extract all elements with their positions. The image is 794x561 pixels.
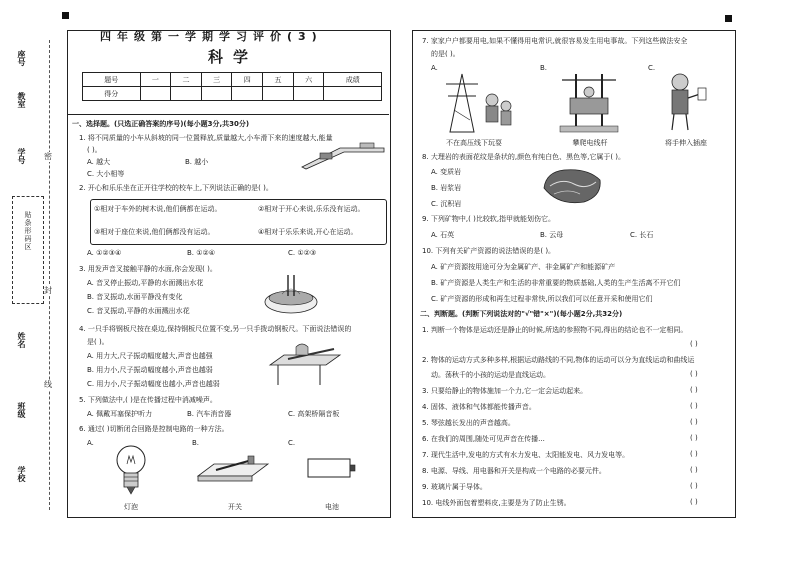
score-cell[interactable] <box>293 87 324 101</box>
score-header-cell: 一 <box>140 73 171 87</box>
q9-option-c: C. 长石 <box>630 231 654 239</box>
q3-option-c: C. 音叉振动,平静的水面溅出水花 <box>87 307 190 315</box>
judge-item-7: 7. 现代生活中,发电的方式有水力发电、太阳能发电、风力发电等。 <box>422 451 630 459</box>
q8-stem: 8. 大理岩的表面花纹是条状的,颜色有纯白色、黑色等,它属于( )。 <box>422 153 626 161</box>
student-id-label: 学号 <box>17 148 26 164</box>
score-header-cell: 三 <box>201 73 232 87</box>
score-cell[interactable] <box>232 87 263 101</box>
battery-image <box>306 456 358 480</box>
q2-statement-2: ②相对于开心来说,乐乐没有运动。 <box>258 205 365 213</box>
q7-option-c: C. <box>648 64 656 72</box>
q2-statement-3: ③相对于座位来说,他们俩都没有运动。 <box>94 228 215 236</box>
score-header-cell: 题号 <box>83 73 141 87</box>
q6-stem: 6. 通过( )切断闭合回路是控制电路的一种方法。 <box>79 425 229 433</box>
q1-option-c: C. 大小相等 <box>87 170 125 178</box>
binding-line <box>49 40 50 510</box>
subject-title: 科学 <box>208 48 259 66</box>
q8-option-c: C. 沉积岩 <box>431 200 462 208</box>
q7-option-a: A. <box>431 64 438 72</box>
q3-stem: 3. 用发声音叉接触平静的水面,你会发现( )。 <box>79 265 217 273</box>
q3-option-a: A. 音叉停止振动,平静的水面溅出水花 <box>87 279 204 287</box>
tuning-fork-water-image <box>262 272 320 316</box>
q9-option-b: B. 云母 <box>540 231 564 239</box>
ruler-table-image <box>268 335 342 387</box>
light-bulb-image <box>113 442 149 498</box>
q4-stem-continued: 是( )。 <box>87 338 109 346</box>
answer-blank[interactable]: ( ) <box>690 498 698 506</box>
q1-paren: ( )。 <box>87 146 102 154</box>
score-header-cell: 六 <box>293 73 324 87</box>
score-header-cell: 二 <box>171 73 202 87</box>
answer-blank[interactable]: ( ) <box>690 370 698 378</box>
q1-option-a: A. 越大 <box>87 158 111 166</box>
q6-option-b: B. <box>192 439 200 447</box>
answer-blank[interactable]: ( ) <box>690 450 698 458</box>
q1-option-b: B. 越小 <box>185 158 209 166</box>
q10-stem: 10. 下列有关矿产资源的说法错误的是( )。 <box>422 247 556 255</box>
q8-option-b: B. 岩浆岩 <box>431 184 462 192</box>
score-header-cell: 成绩 <box>324 73 382 87</box>
name-label: 姓名 <box>17 332 26 348</box>
q3-option-b: B. 音叉振动,水面平静没有变化 <box>87 293 183 301</box>
answer-blank[interactable]: ( ) <box>690 466 698 474</box>
judge-item-9: 9. 玻璃片属于导体。 <box>422 483 487 491</box>
judge-item-3: 3. 只要给静止的物体施加一个力,它一定会运动起来。 <box>422 387 588 395</box>
q5-option-b: B. 汽车消音器 <box>187 410 232 418</box>
judge-item-4: 4. 固体、液体和气体都能传播声音。 <box>422 403 536 411</box>
answer-blank[interactable]: ( ) <box>690 402 698 410</box>
q2-option-b: B. ①②④ <box>187 249 216 257</box>
divider <box>67 114 389 115</box>
score-cell[interactable] <box>171 87 202 101</box>
q8-option-a: A. 变质岩 <box>431 168 462 176</box>
q7-stem: 7. 家家户户都要用电,如果不懂得用电常识,就很容易发生用电事故。下列这些做法安全 <box>422 37 688 45</box>
score-cell[interactable] <box>140 87 171 101</box>
q9-option-a: A. 石英 <box>431 231 455 239</box>
answer-blank[interactable]: ( ) <box>690 386 698 394</box>
q5-option-c: C. 高架桥隔音板 <box>288 410 340 418</box>
class-label: 班级 <box>17 402 26 418</box>
ramp-cart-image <box>300 140 386 170</box>
q7-option-b: B. <box>540 64 548 72</box>
q4-option-c: C. 用力小,尺子振动幅度也越小,声音也越弱 <box>87 380 220 388</box>
binding-char: 密 <box>44 152 52 161</box>
score-table <box>82 72 382 101</box>
high-voltage-tower-image <box>440 70 516 134</box>
q6-option-c: C. <box>288 439 296 447</box>
answer-blank[interactable]: ( ) <box>690 418 698 426</box>
hand-in-socket-image <box>660 70 710 134</box>
caption-power-line: 不在高压线下玩耍 <box>446 139 502 147</box>
score-header-cell: 四 <box>232 73 263 87</box>
q10-option-c: C. 矿产资源的形成和再生过程非常快,所以我们可以任意开采和使用它们 <box>431 295 653 303</box>
answer-blank[interactable]: ( ) <box>690 482 698 490</box>
score-row-label: 得分 <box>83 87 141 101</box>
caption-bulb: 灯泡 <box>124 503 138 511</box>
barcode-sticker-area <box>12 196 44 304</box>
binding-char: 线 <box>44 380 52 389</box>
q2-option-a: A. ①②③④ <box>87 249 122 257</box>
q4-option-b: B. 用力小,尺子振动幅度越小,声音也越弱 <box>87 366 213 374</box>
exam-title: 四年级第一学期学习评价(3) <box>100 30 323 43</box>
binding-char: 封 <box>44 286 52 295</box>
school-label: 学校 <box>17 466 26 482</box>
q5-option-a: A. 佩戴耳塞保护听力 <box>87 410 153 418</box>
score-cell[interactable] <box>324 87 382 101</box>
judge-item-1: 1. 判断一个物体是运动还是静止的时候,所选的参照物不同,得出的结论也不一定相同。 <box>422 326 688 334</box>
caption-pole: 攀爬电线杆 <box>572 139 608 147</box>
q10-option-b: B. 矿产资源是人类生产和生活的非常重要的物质基础,人类的生产生活离不开它们 <box>431 279 681 287</box>
q6-option-a: A. <box>87 439 94 447</box>
judge-item-10: 10. 电线外面包着塑料皮,主要是为了防止生锈。 <box>422 499 571 507</box>
judge-item-6: 6. 在我们的周围,随处可见声音在传播... <box>422 435 545 443</box>
judge-item-8: 8. 电源、导线、用电器和开关是构成一个电路的必要元件。 <box>422 467 606 475</box>
judge-item-2: 2. 物体的运动方式多种多样,根据运动路线的不同,物体的运动可以分为直线运动和曲线运 <box>422 356 695 364</box>
judge-item-5: 5. 琴弦越长发出的声音越高。 <box>422 419 515 427</box>
switch-image <box>196 454 272 484</box>
q4-option-a: A. 用力大,尺子振动幅度越大,声音也越强 <box>87 352 213 360</box>
caption-socket: 将手伸入插座 <box>665 139 707 147</box>
classroom-label: 教室 <box>17 92 26 108</box>
score-cell[interactable] <box>201 87 232 101</box>
score-header-cell: 五 <box>263 73 294 87</box>
caption-battery: 电池 <box>325 503 339 511</box>
judge-item-2-continued: 动。荡秋千的小孩的运动是直线运动。 <box>431 371 550 379</box>
sticker-text: 贴条形码区 <box>24 211 32 251</box>
answer-blank[interactable]: ( ) <box>690 434 698 442</box>
q4-stem: 4. 一只手将钢板尺按在桌边,保持钢板尺位置不变,另一只手拨动钢板尺。下面说法错误的 <box>79 325 352 333</box>
section1-heading: 一、选择题。(只选正确答案的序号)(每小题3分,共30分) <box>72 120 250 128</box>
q10-option-a: A. 矿产资源按用途可分为金属矿产、非金属矿产和能源矿产 <box>431 263 616 271</box>
q9-stem: 9. 下列矿物中,( )比较软,指甲就能划伤它。 <box>422 215 556 223</box>
q2-stem: 2. 开心和乐乐坐在正开往学校的校车上,下列说法正确的是( )。 <box>79 184 273 192</box>
answer-blank[interactable]: ( ) <box>690 340 698 348</box>
q1-stem: 1. 将不同质量的小车从斜坡的同一位置释放,质量越大,小车滑下来的速度越大,能量 <box>79 134 333 142</box>
seat-number-label: 座号 <box>17 50 26 66</box>
q7-stem-continued: 的是( )。 <box>431 50 460 58</box>
registration-mark <box>725 15 732 22</box>
q2-option-c: C. ①②③ <box>288 249 317 257</box>
q2-statement-4: ④相对于乐乐来说,开心在运动。 <box>258 228 358 236</box>
q2-statement-1: ①相对于车外的树木说,他们俩都在运动。 <box>94 205 222 213</box>
binding-sidebar <box>0 0 64 561</box>
q5-stem: 5. 下列做法中,( )是在传播过程中消减噪声。 <box>79 396 217 404</box>
section2-heading: 二、判断题。(判断下列说法对的"√"错"×")(每小题2分,共32分) <box>420 310 623 318</box>
caption-switch: 开关 <box>228 503 242 511</box>
marble-rock-image <box>540 166 604 206</box>
climbing-pole-image <box>556 70 622 134</box>
score-cell[interactable] <box>263 87 294 101</box>
